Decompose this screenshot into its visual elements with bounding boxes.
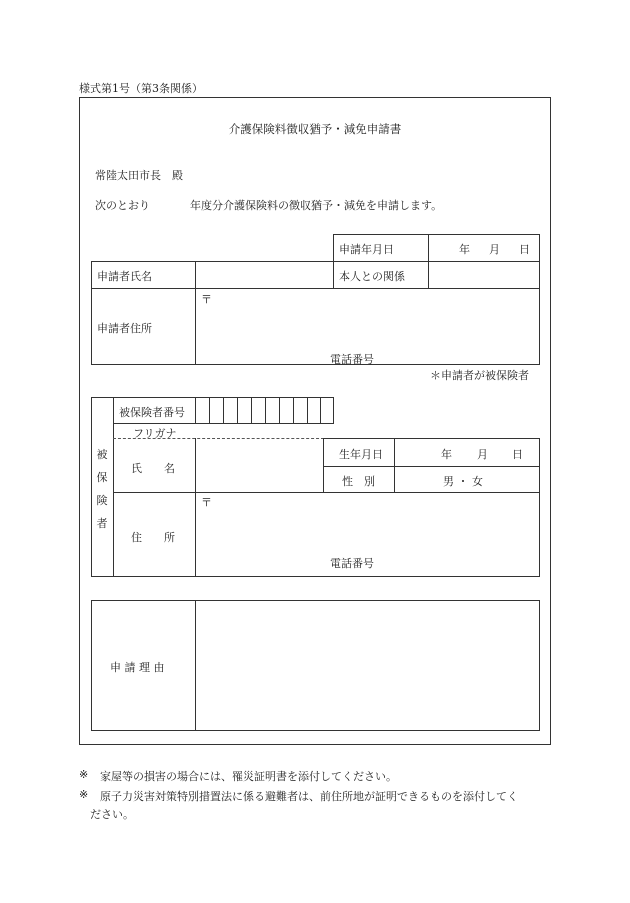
application-date-label: 申請年月日: [339, 243, 394, 256]
insured-phone-label: 電話番号: [330, 557, 374, 570]
sex-label: 性 別: [342, 475, 375, 488]
applicant-name-label: 申請者氏名: [97, 270, 152, 283]
reason-input[interactable]: [197, 602, 538, 729]
insured-address-label: 住 所: [131, 531, 175, 544]
insured-name-input[interactable]: [197, 440, 322, 491]
furigana-input[interactable]: [197, 424, 323, 437]
insured-address-input[interactable]: [197, 494, 538, 554]
note-mark-2: ※: [79, 788, 89, 801]
addressee: 常陸太田市長 殿: [95, 169, 183, 182]
applicant-phone-label: 電話番号: [330, 353, 374, 366]
note-mark-1: ※: [79, 768, 89, 781]
relation-label: 本人との関係: [339, 270, 405, 283]
note-text-2-cont: ださい。: [90, 808, 134, 821]
applicant-name-input[interactable]: [197, 262, 332, 287]
note-text-1: 家屋等の損害の場合には、罹災証明書を添付してください。: [100, 770, 397, 783]
insured-postal-mark: 〒: [201, 496, 212, 509]
application-date-input[interactable]: 年 月 日: [459, 243, 534, 256]
postal-mark: 〒: [201, 293, 212, 306]
applicant-address-input[interactable]: [197, 290, 538, 346]
sex-select[interactable]: 男 ・ 女: [443, 475, 483, 488]
insured-number-label: 被保険者番号: [119, 406, 185, 419]
applicant-address-label: 申請者住所: [97, 322, 152, 335]
applicant-note: ＊申請者が被保険者: [430, 369, 529, 382]
form-number: 様式第1号（第3条関係）: [79, 82, 203, 95]
birth-year: 年: [441, 448, 452, 461]
statement-body: 年度分介護保険料の徴収猶予・減免を申請します。: [190, 199, 443, 212]
form-title: 介護保険料徴収猶予・減免申請書: [228, 122, 402, 136]
insured-name-label: 氏 名: [131, 462, 175, 475]
note-text-2: 原子力災害対策特別措置法に係る避難者は、前住所地が証明できるものを添付してく: [100, 790, 518, 803]
furigana-label: フリガナ: [133, 427, 177, 440]
insured-number-input[interactable]: [197, 398, 332, 422]
reason-label: 申 請 理 由: [110, 661, 165, 674]
relation-input[interactable]: [430, 262, 538, 287]
statement-prefix: 次のとおり: [95, 199, 150, 212]
birth-month: 月: [477, 448, 488, 461]
birth-day: 日: [512, 448, 523, 461]
birth-label: 生年月日: [339, 448, 383, 461]
insured-side-label: 被 保 険 者: [96, 448, 108, 530]
birth-date-input[interactable]: [396, 440, 538, 465]
